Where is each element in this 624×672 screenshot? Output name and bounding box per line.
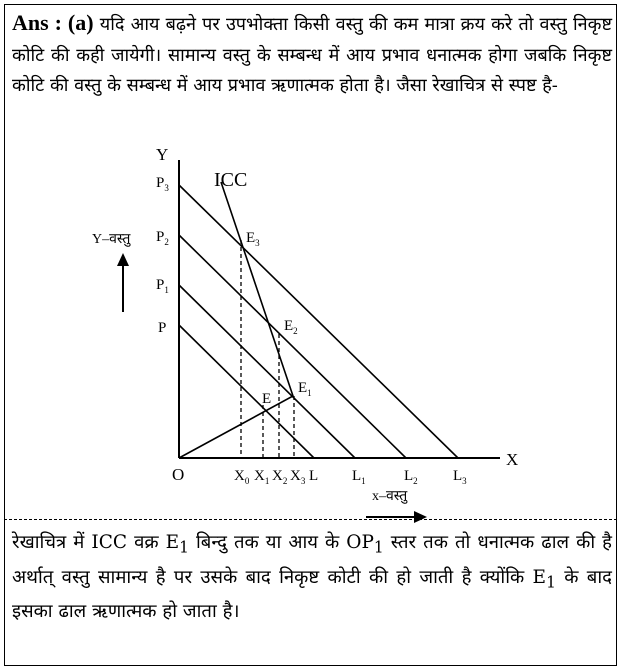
p-label: P [158,320,167,336]
icc-curve [179,182,293,458]
explanation-text-4: के बाद इसका ढाल ऋणात्मक हो जाता है। [12,566,612,623]
p1-label: $P_1$ [156,277,169,295]
explanation-sub-3: 1 [546,573,556,592]
y-good-arrow-icon [117,253,129,266]
l3-label: $L_3$ [453,468,467,486]
x1-label: $X_1$ [254,468,270,486]
answer-text: यदि आय बढ़ने पर उपभोक्ता किसी वस्तु की कम मात्रा क्रय करे तो वस्तु निकृष्ट कोटि की कही जायेगी। सामान्य वस्तु के सम्बन्ध में आय प्रभाव धनात्मक होगा जबकि निकृष्ट कोटि की वस्तु के सम्बन्ध में आय प्रभाव ऋणात्मक होता है। जैसा रेखाचित्र से स्पष्ट है- [12,14,612,96]
answer-label: Ans : (a) [12,10,94,35]
x-good-arrow-icon [414,511,427,523]
explanation-sub-2: 1 [373,538,384,557]
l-label: L [309,468,319,484]
origin-label: O [172,465,185,484]
x2-label: $X_2$ [272,468,288,486]
x-axis-label: X [506,450,519,469]
explanation-text-1: रेखाचित्र में ICC वक्र E [12,532,180,553]
explanation-text-2: बिन्दु तक या आय के OP [188,532,374,553]
x0-label: $X_0$ [234,468,250,486]
budget-line-p3-l3 [179,185,458,458]
p2-label: $P_2$ [156,229,169,247]
l1-label: $L_1$ [352,468,366,486]
e-label: E [262,391,272,407]
explanation-text-3: स्तर तक तो धनात्मक ढाल की है अर्थात् वस्तु सामान्य है पर उसके बाद निकृष्ट कोटी की हो जाती है क्योंकि E [12,532,612,588]
budget-line-p2-l2 [179,235,406,458]
x3-label: $X_3$ [290,468,306,486]
e3-label: $E_3$ [246,230,260,248]
explanation-sub-1: 1 [179,538,189,557]
e2-label: $E_2$ [284,318,298,336]
section-divider [4,519,617,520]
x-good-label: x–वस्तु [372,489,408,504]
icc-label: ICC [214,169,248,191]
e1-label: $E_1$ [298,380,312,398]
y-good-label: Y–वस्तु [92,232,131,247]
explanation-paragraph [12,528,612,627]
p3-label: $P_3$ [156,175,169,193]
y-axis-label: Y [156,145,169,164]
budget-line-p1-l1 [179,285,355,458]
l2-label: $L_2$ [404,468,418,486]
